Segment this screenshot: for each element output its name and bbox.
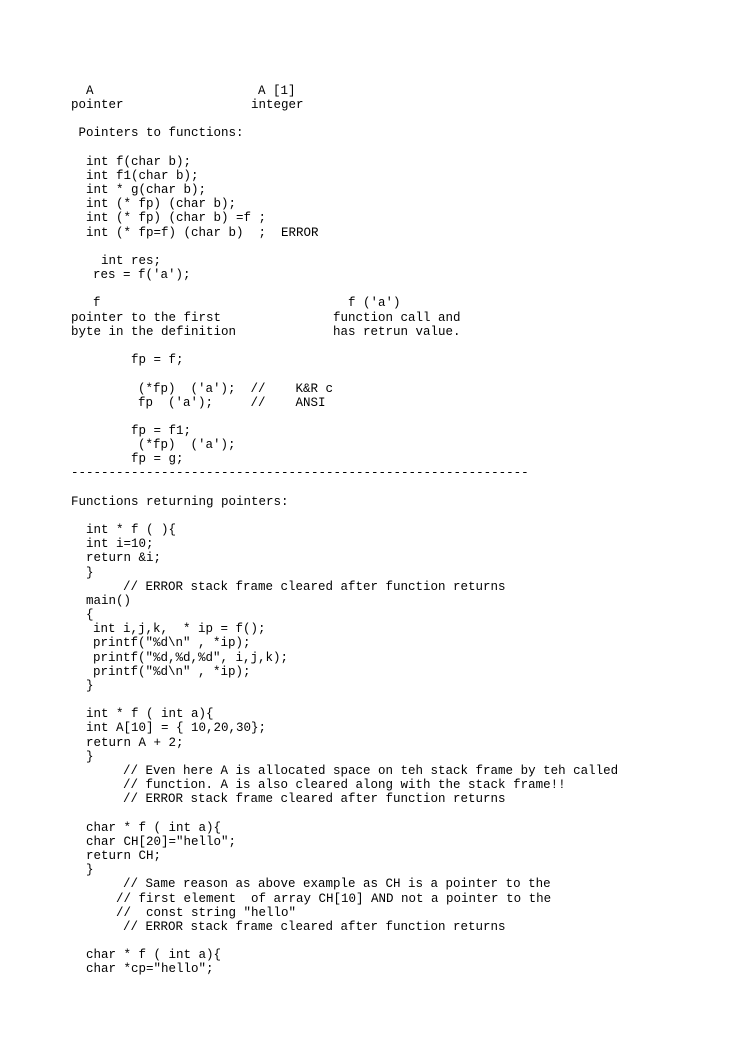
code-line: } [86, 863, 94, 877]
code-line: { [86, 608, 94, 622]
code-line: printf("%d\n" , *ip); [93, 636, 251, 650]
code-comment: // function. A is also cleared along with the stack frame!! [123, 778, 566, 792]
code-line: (*fp) ('a'); [138, 438, 236, 452]
code-comment: // Same reason as above example as CH is a pointer to the [123, 877, 551, 891]
code-line: int * f ( ){ [86, 523, 177, 537]
code-line: return A + 2; [86, 736, 184, 750]
code-line: (*fp) ('a'); // K&R c [138, 382, 334, 396]
code-line: } [86, 679, 94, 693]
code-line: main() [86, 594, 132, 608]
section-heading: Pointers to functions: [71, 126, 244, 140]
text-line: A [86, 84, 94, 98]
code-line: char * f ( int a){ [86, 948, 222, 962]
code-line: int f(char b); [86, 155, 192, 169]
code-comment: // ERROR stack frame cleared after function returns [123, 920, 506, 934]
code-line: int i=10; [86, 537, 154, 551]
separator-line: ------------------------------------------------------------- [71, 466, 529, 480]
code-comment: // Even here A is allocated space on teh stack frame by teh called [123, 764, 619, 778]
code-line: int (* fp) (char b); [86, 197, 237, 211]
code-line: res = f('a'); [93, 268, 191, 282]
code-line: int (* fp=f) (char b) ; ERROR [86, 226, 319, 240]
code-line: printf("%d,%d,%d", i,j,k); [93, 651, 289, 665]
code-line: int (* fp) (char b) =f ; [86, 211, 267, 225]
code-line: fp = f1; [131, 424, 192, 438]
code-line: int A[10] = { 10,20,30}; [86, 721, 267, 735]
code-line: return &i; [86, 551, 162, 565]
code-comment: // ERROR stack frame cleared after function returns [123, 580, 506, 594]
text-line: pointer [71, 98, 124, 112]
code-comment: // const string "hello" [116, 906, 297, 920]
code-comment: // first element of array CH[10] AND not a pointer to the [116, 892, 552, 906]
text-line: f [93, 296, 101, 310]
code-line: fp = f; [131, 353, 184, 367]
code-line: int f1(char b); [86, 169, 199, 183]
text-line: byte in the definition [71, 325, 237, 339]
text-line: pointer to the first [71, 311, 222, 325]
text-line: A [1] [258, 84, 296, 98]
code-line: char CH[20]="hello"; [86, 835, 237, 849]
code-line: return CH; [86, 849, 162, 863]
code-line: char *cp="hello"; [86, 962, 214, 976]
code-line: int * f ( int a){ [86, 707, 214, 721]
code-line: } [86, 566, 94, 580]
text-line: integer [251, 98, 304, 112]
code-line: printf("%d\n" , *ip); [93, 665, 251, 679]
text-line: f ('a') [348, 296, 401, 310]
code-line: fp = g; [131, 452, 184, 466]
code-line: int res; [101, 254, 162, 268]
code-line: fp ('a'); // ANSI [138, 396, 326, 410]
code-line: int * g(char b); [86, 183, 207, 197]
text-line: function call and [333, 311, 461, 325]
code-comment: // ERROR stack frame cleared after function returns [123, 792, 506, 806]
code-line: } [86, 750, 94, 764]
code-line: char * f ( int a){ [86, 821, 222, 835]
text-line: has retrun value. [333, 325, 461, 339]
section-heading: Functions returning pointers: [71, 495, 289, 509]
code-line: int i,j,k, * ip = f(); [93, 622, 266, 636]
